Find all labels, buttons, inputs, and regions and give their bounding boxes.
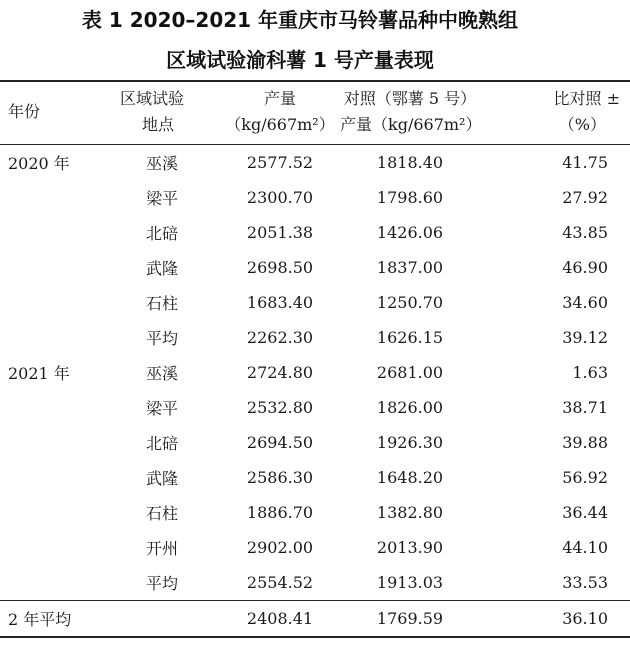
cell-control-yield: 1913.03 [376,573,444,592]
header-ratio [480,81,630,145]
cell-year [0,460,108,495]
cell-year [0,180,108,215]
cell-control-yield: 1626.15 [376,328,444,347]
table-row [0,355,630,390]
header-yield-line-1: 产量 [263,89,296,108]
header-control [340,81,480,145]
cell-yield: 2902.00 [246,538,314,557]
cell-yield: 2724.80 [246,363,314,382]
cell-year [0,565,108,601]
cell-yield: 2408.41 [220,601,340,638]
cell-location: 梁平 [146,399,179,418]
cell-location: 开州 [146,539,179,558]
header-location [108,81,220,145]
table-row [0,145,630,181]
cell-ratio: 1.63 [572,363,608,382]
yield-table [0,80,630,638]
cell-control-yield: 1648.20 [376,468,444,487]
caption-line-1: 表 1 2020–2021 年重庆市马铃薯品种中晚熟组 [81,8,519,32]
cell-ratio: 44.10 [562,538,608,557]
cell-ratio: 46.90 [562,258,608,277]
header-control-line-2: 产量（kg/667m²） [340,115,482,134]
table-row [0,250,630,285]
cell-control-yield: 1382.80 [376,503,444,522]
table-body [0,145,630,638]
cell-control-yield: 1798.60 [376,188,444,207]
cell-yield: 2051.38 [246,223,314,242]
cell-year [0,320,108,355]
cell-location: 巫溪 [146,154,179,173]
table-row [0,495,630,530]
cell-control-yield: 2013.90 [376,538,444,557]
cell-control-yield: 1826.00 [376,398,444,417]
header-year-label: 年份 [8,102,41,121]
cell-ratio: 43.85 [562,223,608,242]
table-header [0,81,630,145]
cell-year [0,285,108,320]
header-yield-line-2: （kg/667m²） [225,115,335,134]
cell-location [108,601,220,638]
cell-yield: 2577.52 [246,153,314,172]
cell-yield: 2262.30 [246,328,314,347]
header-location-line-2: 地点 [142,115,175,134]
cell-ratio: 36.10 [480,601,630,638]
cell-location: 平均 [146,574,179,593]
cell-ratio: 27.92 [562,188,608,207]
yield-table-container [0,80,620,638]
cell-location: 北碚 [146,224,179,243]
cell-ratio: 36.44 [562,503,608,522]
cell-yield: 2694.50 [246,433,314,452]
cell-year [0,390,108,425]
cell-year [0,495,108,530]
cell-year: 2020 年 [8,154,70,173]
header-yield [220,81,340,145]
header-ratio-line-2: （%） [558,115,606,134]
cell-control-yield: 1250.70 [376,293,444,312]
cell-yield: 2554.52 [246,573,314,592]
cell-yield: 2586.30 [246,468,314,487]
caption-line-2: 区域试验渝科薯 1 号产量表现 [166,48,434,72]
cell-ratio: 33.53 [562,573,608,592]
cell-ratio: 41.75 [562,153,608,172]
cell-year [0,530,108,565]
table-row [0,285,630,320]
cell-year [0,425,108,460]
cell-control-yield: 1769.59 [340,601,480,638]
table-row [0,565,630,601]
table-row [0,425,630,460]
header-ratio-line-1: 比对照 ± [553,89,620,108]
table-row [0,390,630,425]
cell-location: 石柱 [146,294,179,313]
cell-yield: 2532.80 [246,398,314,417]
table-row [0,320,630,355]
cell-control-yield: 1837.00 [376,258,444,277]
cell-yield: 2698.50 [246,258,314,277]
cell-location: 石柱 [146,504,179,523]
table-row [0,601,630,638]
header-row [0,81,630,145]
cell-location: 武隆 [146,259,179,278]
cell-ratio: 39.12 [562,328,608,347]
table-row [0,460,630,495]
cell-yield: 1683.40 [246,293,314,312]
cell-location: 梁平 [146,189,179,208]
cell-ratio: 39.88 [562,433,608,452]
cell-control-yield: 2681.00 [376,363,444,382]
cell-yield: 2300.70 [246,188,314,207]
cell-location: 北碚 [146,434,179,453]
cell-yield: 1886.70 [246,503,314,522]
cell-year [0,215,108,250]
cell-location: 武隆 [146,469,179,488]
cell-year: 2021 年 [8,364,70,383]
cell-control-yield: 1818.40 [376,153,444,172]
table-row [0,180,630,215]
cell-ratio: 38.71 [562,398,608,417]
cell-year: 2 年平均 [0,601,108,638]
table-row [0,215,630,250]
cell-control-yield: 1426.06 [376,223,444,242]
cell-location: 平均 [146,329,179,348]
table-row [0,530,630,565]
cell-ratio: 34.60 [562,293,608,312]
table-caption [0,6,600,74]
cell-ratio: 56.92 [562,468,608,487]
header-year [0,81,108,145]
cell-location: 巫溪 [146,364,179,383]
header-control-line-1: 对照（鄂薯 5 号） [343,89,477,108]
cell-control-yield: 1926.30 [376,433,444,452]
cell-year [0,250,108,285]
header-location-line-1: 区域试验 [120,89,185,108]
